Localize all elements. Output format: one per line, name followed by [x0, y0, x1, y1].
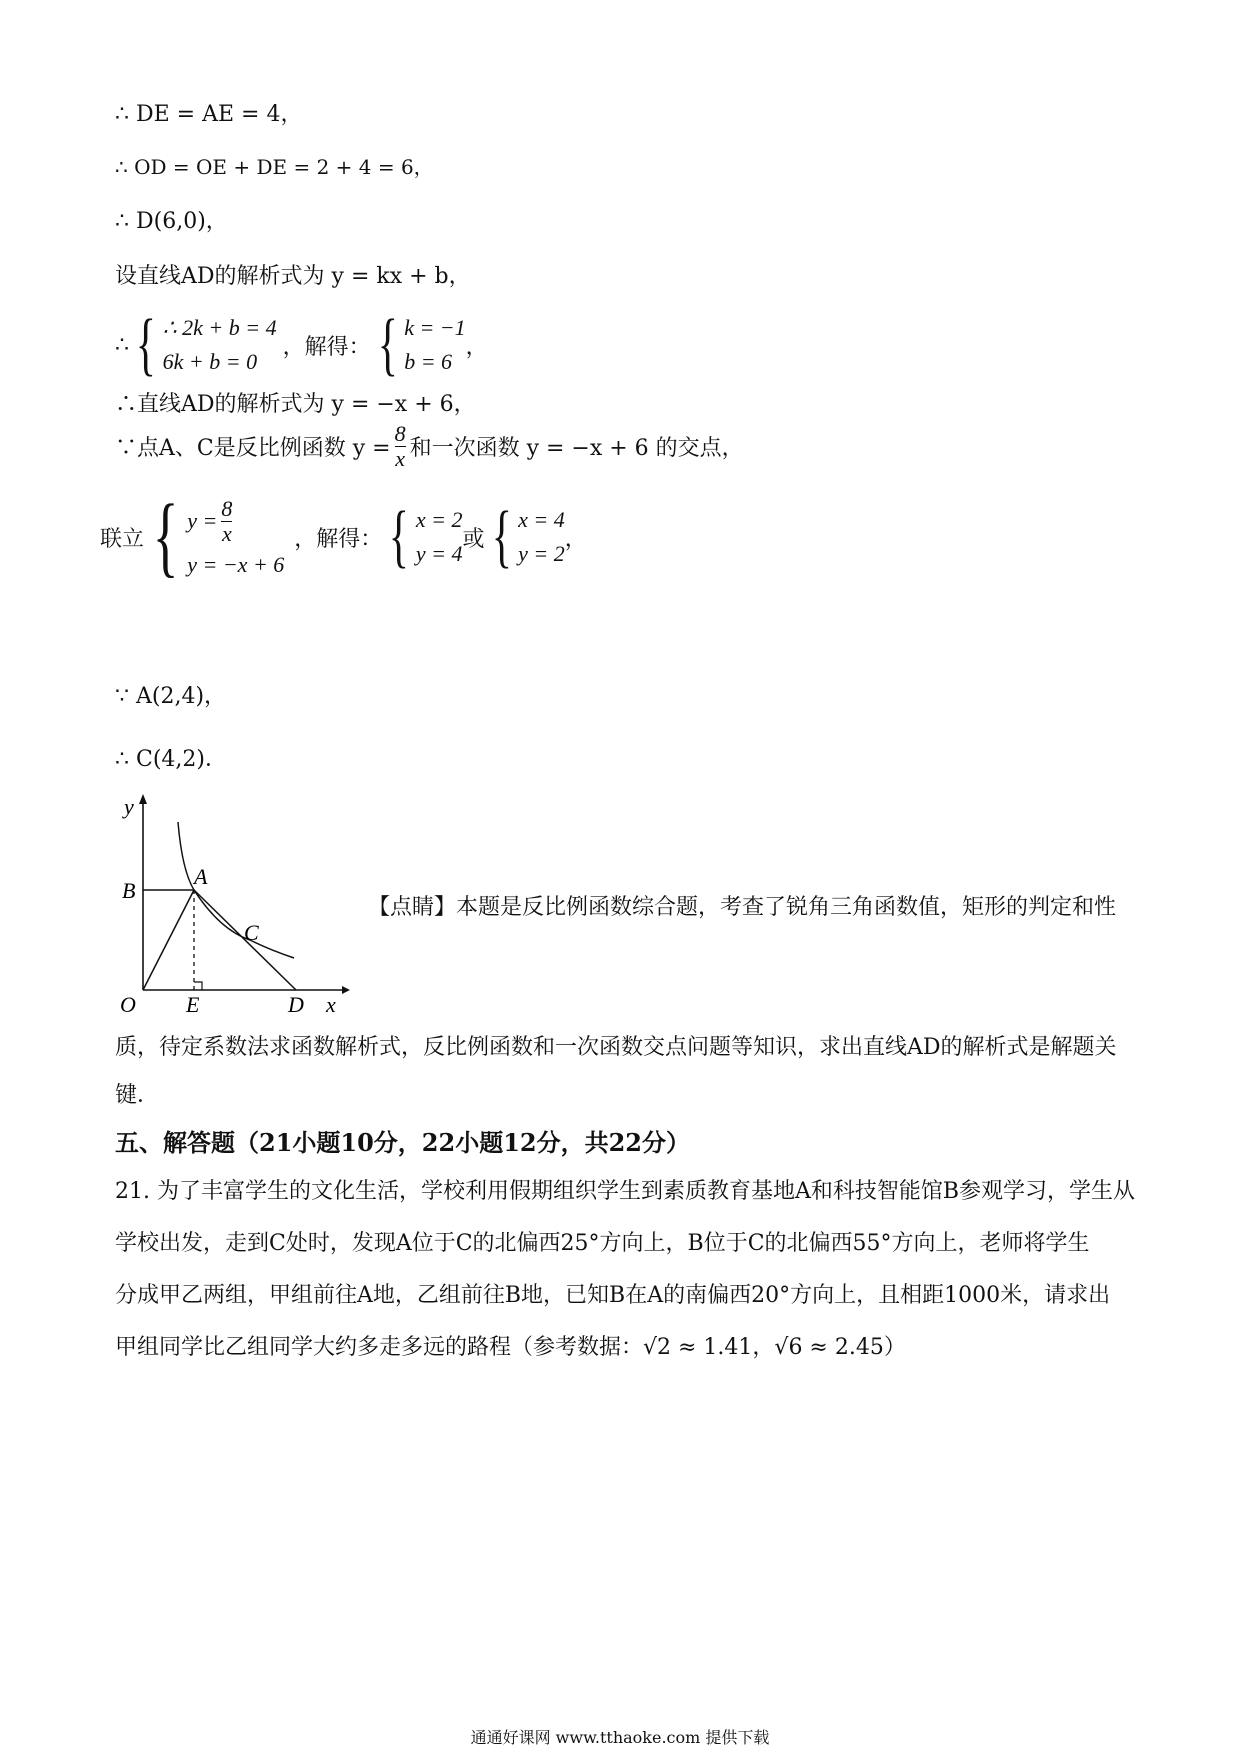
comment-line-1 — [368, 893, 1116, 923]
comma: ， — [465, 334, 488, 360]
label-b: B — [122, 878, 136, 903]
problem-text: 21. 为了丰富学生的文化生活，学校利用假期组织学生到素质教育基地A和科技智能馆B参观学习，学生从 — [115, 1179, 1136, 1204]
equation-system-2 — [100, 487, 587, 586]
solution-text: ∴ D(6,0)， — [115, 209, 228, 234]
comment-line-2 — [115, 1033, 1117, 1063]
or-label: 或 — [462, 526, 485, 552]
solution-line-1 — [115, 100, 302, 130]
page-footer — [0, 1725, 1240, 1748]
equation-system-1 — [115, 306, 488, 383]
right-angle-mark — [194, 982, 202, 990]
solution-line-3 — [115, 207, 228, 237]
solve-label: ，解得： — [294, 526, 383, 552]
problem-text: 分成甲乙两组，甲组前往A地，乙组前往B地，已知B在A的南偏西20°方向上，且相距1000米，请求出 — [115, 1283, 1111, 1308]
brace-icon: { — [491, 498, 512, 575]
y-axis-arrow-icon — [139, 794, 147, 804]
solution-line-a — [115, 682, 226, 712]
solve-label: ，解得： — [282, 334, 371, 360]
problem-line-2 — [115, 1229, 1090, 1259]
denominator: x — [221, 520, 232, 546]
heading-text: 五、解答题（21小题10分，22小题12分，共22分） — [115, 1128, 690, 1157]
therefore-symbol: ∴ — [115, 332, 129, 358]
solution-row: b = 6 — [404, 349, 453, 374]
fraction-8-over-x — [221, 497, 232, 546]
brace-icon: { — [135, 306, 156, 383]
solution-pair-2 — [518, 503, 565, 571]
equation-lhs: y = — [187, 508, 218, 533]
label-e: E — [186, 992, 200, 1017]
label-y: y — [124, 794, 134, 819]
solution-row: y = 2 — [518, 541, 565, 566]
footer-text: 通通好课网 www.tthaoke.com 提供下载 — [470, 1728, 770, 1747]
comment-text: 质，待定系数法求函数解析式，反比例函数和一次函数交点问题等知识，求出直线AD的解析式是解题关 — [115, 1035, 1117, 1060]
solution-row: y = 4 — [415, 541, 463, 566]
label-o: O — [120, 992, 136, 1017]
solution-row: x = 2 — [415, 507, 463, 532]
label-c: C — [244, 920, 259, 945]
solution-line-4 — [115, 262, 471, 292]
solution-row: x = 4 — [518, 507, 565, 532]
function-graph — [110, 790, 350, 1020]
system-solution — [404, 311, 465, 379]
solution-line-2 — [115, 152, 434, 182]
solution-pair-1 — [416, 503, 463, 571]
hyperbola-curve — [178, 822, 294, 958]
comment-line-3 — [115, 1081, 159, 1111]
brace-icon: { — [152, 487, 179, 586]
brace-icon: { — [377, 306, 398, 383]
denominator: x — [395, 446, 405, 471]
brace-icon: { — [389, 498, 410, 575]
label-d: D — [288, 992, 304, 1017]
numerator: 8 — [221, 495, 233, 521]
equation-row: y = −x + 6 — [187, 551, 285, 577]
intersection-text-a: ∵点A、C是反比例函数 y = — [115, 436, 391, 461]
problem-text: 甲组同学比乙组同学大约多走多远的路程（参考数据：√2 ≈ 1.41，√6 ≈ 2.45） — [115, 1335, 906, 1360]
equation-row — [187, 497, 284, 546]
label-x: x — [326, 992, 336, 1017]
fraction-8-over-x — [395, 422, 406, 471]
system-equations — [187, 497, 284, 578]
x-axis-arrow-icon — [342, 986, 350, 994]
comma: ， — [564, 526, 587, 552]
combine-label: 联立 — [100, 526, 145, 552]
problem-text: 学校出发，走到C处时，发现A位于C的北偏西25°方向上，B位于C的北偏西55°方向上，老师将学生 — [115, 1231, 1090, 1256]
solution-line-ad — [115, 390, 476, 420]
label-a: A — [194, 864, 208, 889]
comment-text: 【点睛】本题是反比例函数综合题，考查了锐角三角函数值，矩形的判定和性 — [368, 895, 1117, 920]
equation-row: ∴ 2k + b = 4 — [162, 315, 277, 340]
system-equations — [163, 311, 277, 379]
solution-text: ∴ DE = AE = 4， — [115, 102, 303, 127]
solution-text: 设直线AD的解析式为 y = kx + b， — [115, 264, 471, 289]
equation-row: 6k + b = 0 — [162, 349, 258, 374]
solution-text: ∴直线AD的解析式为 y = −x + 6， — [115, 392, 476, 417]
problem-line-1 — [115, 1177, 1135, 1207]
intersection-text-b: 和一次函数 y = −x + 6 的交点， — [409, 436, 744, 461]
comment-text: 键． — [115, 1083, 160, 1108]
solution-line-c — [115, 745, 227, 775]
segment-oa — [143, 890, 194, 990]
solution-row: k = −1 — [404, 315, 466, 340]
problem-line-4 — [115, 1333, 906, 1363]
solution-text: ∴ OD = OE + DE = 2 + 4 = 6， — [115, 155, 434, 179]
solution-text: ∵ A(2,4)， — [115, 684, 227, 709]
solution-text: ∴ C(4,2)． — [115, 747, 227, 772]
intersection-line — [115, 422, 744, 471]
numerator: 8 — [394, 421, 406, 446]
problem-line-3 — [115, 1281, 1110, 1311]
section-heading — [115, 1128, 690, 1158]
